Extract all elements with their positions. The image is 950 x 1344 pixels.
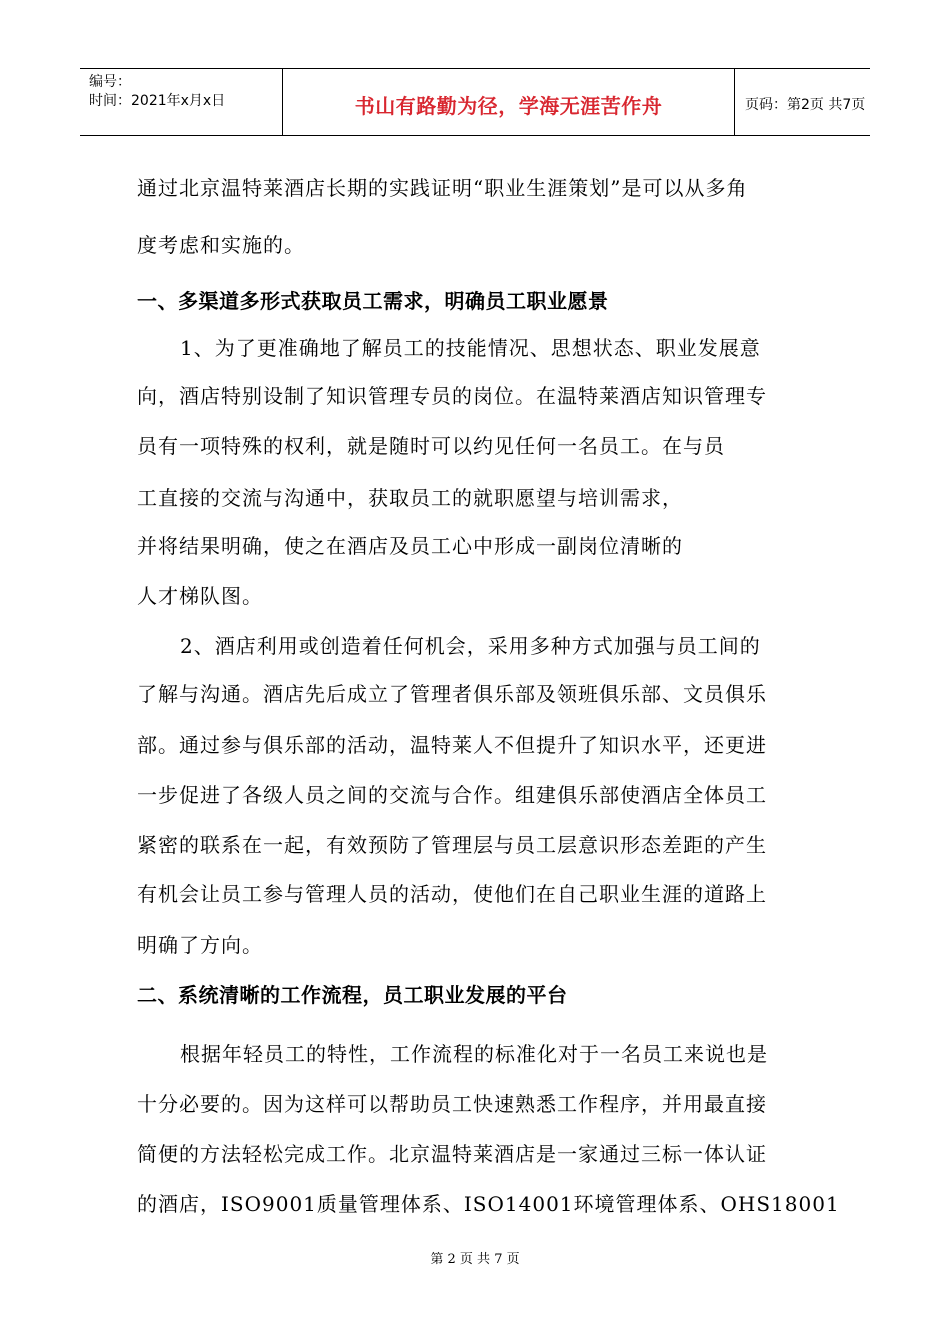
paragraph-line: 度考虑和实施的。 bbox=[137, 233, 305, 257]
section-heading-2: 二、系统清晰的工作流程，员工职业发展的平台 bbox=[137, 983, 568, 1007]
paragraph-line: 员有一项特殊的权利，就是随时可以约见任何一名员工。在与员 bbox=[137, 434, 725, 458]
paragraph-line: 1、为了更准确地了解员工的技能情况、思想状态、职业发展意 bbox=[180, 336, 761, 360]
paragraph-line: 明确了方向。 bbox=[137, 933, 263, 957]
header-motto: 书山有路勤为径，学海无涯苦作舟 bbox=[283, 69, 735, 135]
paragraph-line: 向，酒店特别设制了知识管理专员的岗位。在温特莱酒店知识管理专 bbox=[137, 384, 767, 408]
paragraph-line: 一步促进了各级人员之间的交流与合作。组建俱乐部使酒店全体员工 bbox=[137, 783, 767, 807]
number-label: 编号： bbox=[89, 74, 131, 90]
paragraph-line: 的酒店，ISO9001质量管理体系、ISO14001环境管理体系、OHS18001 bbox=[137, 1192, 840, 1216]
paragraph-line: 工直接的交流与沟通中，获取员工的就职愿望与培训需求， bbox=[137, 486, 683, 510]
paragraph-line: 根据年轻员工的特性，工作流程的标准化对于一名员工来说也是 bbox=[180, 1042, 768, 1066]
paragraph-line: 简便的方法轻松完成工作。北京温特莱酒店是一家通过三标一体认证 bbox=[137, 1142, 767, 1166]
section-heading-1: 一、多渠道多形式获取员工需求，明确员工职业愿景 bbox=[137, 289, 609, 313]
time-label: 时间：2021年x月x日 bbox=[89, 93, 226, 109]
header-meta bbox=[80, 69, 283, 135]
paragraph-line: 2、酒店利用或创造着任何机会，采用多种方式加强与员工间的 bbox=[180, 634, 761, 658]
paragraph-line: 紧密的联系在一起，有效预防了管理层与员工层意识形态差距的产生 bbox=[137, 833, 767, 857]
page-footer: 第 2 页 共 7 页 bbox=[430, 1252, 520, 1267]
paragraph-line: 通过北京温特莱酒店长期的实践证明“职业生涯策划”是可以从多角 bbox=[137, 176, 748, 200]
paragraph-line: 十分必要的。因为这样可以帮助员工快速熟悉工作程序，并用最直接 bbox=[137, 1092, 767, 1116]
paragraph-line: 有机会让员工参与管理人员的活动，使他们在自己职业生涯的道路上 bbox=[137, 882, 767, 906]
paragraph-line: 部。通过参与俱乐部的活动，温特莱人不但提升了知识水平，还更进 bbox=[137, 733, 767, 757]
document-header bbox=[80, 68, 870, 136]
paragraph-line: 了解与沟通。酒店先后成立了管理者俱乐部及领班俱乐部、文员俱乐 bbox=[137, 682, 767, 706]
paragraph-line: 人才梯队图。 bbox=[137, 584, 263, 608]
header-page-info: 页码：第2页 共7页 bbox=[745, 97, 866, 113]
paragraph-line: 并将结果明确，使之在酒店及员工心中形成一副岗位清晰的 bbox=[137, 534, 683, 558]
